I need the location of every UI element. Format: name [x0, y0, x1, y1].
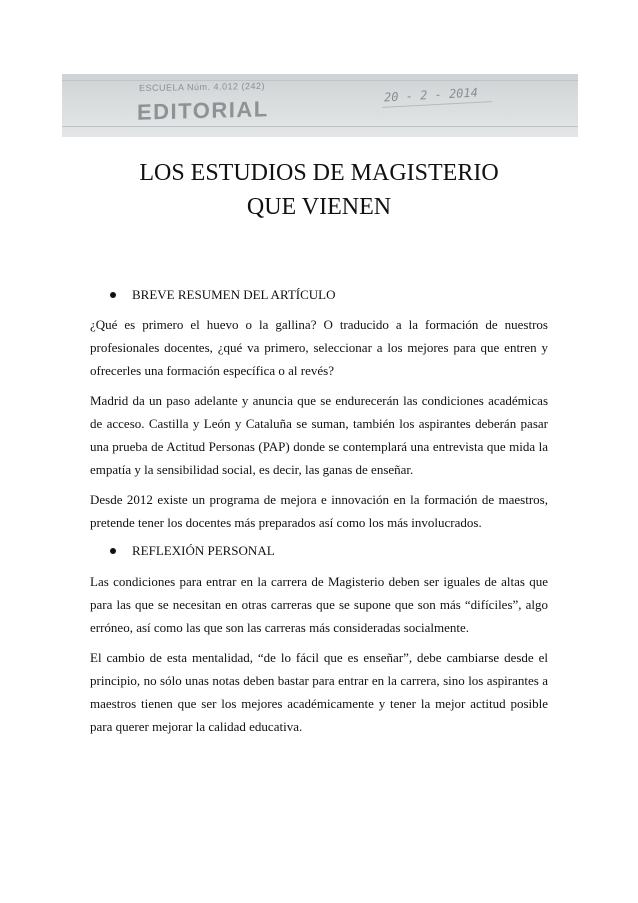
paragraph: El cambio de esta mentalidad, “de lo fácil que es enseñar”, debe cambiarse desde el principio, no sólo unas notas deben bastar para entrar en la carrera, sino los aspirantes a maestros tienen que ser los mejores académicamente y tener la mejor actitud posible para querer mejorar la calidad educativa. — [90, 650, 548, 734]
document-title-line-1: LOS ESTUDIOS DE MAGISTERIO — [139, 160, 499, 186]
paragraph: Las condiciones para entrar en la carrera de Magisterio deben ser iguales de altas que para las que se necesitan en otras carreras que se supone que son más “difíciles”, algo erróneo, así como las que son las carreras más consideradas socialmente. — [90, 574, 548, 635]
paragraph: Madrid da un paso adelante y anuncia que se endurecerán las condiciones académicas de acceso. Castilla y León y Cataluña se suman, también los aspirantes deberán pasar una prueba de Actitud Personas (PAP) donde se contemplará una entrevista que mida la empatía y la sensibilidad social, es decir, las ganas de enseñar. — [90, 393, 548, 477]
section-heading-label: REFLEXIÓN PERSONAL — [132, 543, 275, 558]
bullet-icon — [110, 548, 116, 554]
editorial-banner-image — [62, 74, 578, 137]
document-title-line-2: QUE VIENEN — [246, 194, 392, 220]
banner-source-text: ESCUELA Núm. 4.012 (242) — [139, 80, 266, 94]
section-heading-label: BREVE RESUMEN DEL ARTÍCULO — [132, 287, 336, 302]
paragraph: ¿Qué es primero el huevo o la gallina? O traducido a la formación de nuestros profesionales docentes, ¿qué va primero, seleccionar a los mejores para que entren y ofrecerles una formación específica o al revés? — [90, 317, 548, 378]
banner-section-title: EDITORIAL — [137, 96, 269, 125]
bullet-icon — [110, 292, 116, 298]
paragraph: Desde 2012 existe un programa de mejora e innovación en la formación de maestros, pretende tener los docentes más preparados así como los más involucrados. — [90, 492, 548, 530]
banner-handwritten-date: 20 - 2 - 2014 — [383, 85, 479, 105]
